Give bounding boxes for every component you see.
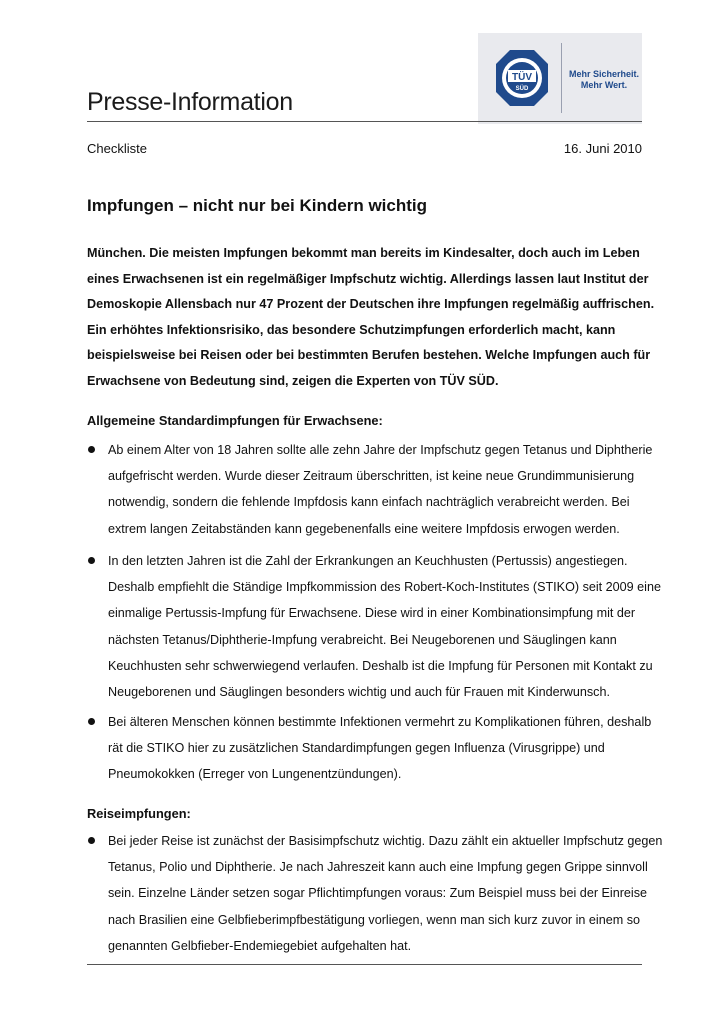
page-title: Presse-Information <box>87 88 293 116</box>
section-heading-standard: Allgemeine Standardimpfungen für Erwachsene: <box>87 413 383 428</box>
footer-divider <box>87 964 642 965</box>
emblem-top-text: TÜV <box>512 72 532 83</box>
section-heading-travel: Reiseimpfungen: <box>87 806 191 821</box>
tuev-sued-logo <box>478 33 642 124</box>
list-item-line: sein. Einzelne Länder setzen sogar Pflichtimpfungen voraus: Zum Beispiel muss bei der Einreise <box>108 886 648 901</box>
lead-line: München. Die meisten Impfungen bekommt man bereits im Kindesalter, doch auch im Leben <box>87 246 640 260</box>
lead-line: beispielsweise bei Reisen oder bei bestimmten Berufen bestehen. Welche Impfungen auch für <box>87 348 651 363</box>
list-item <box>87 437 653 542</box>
document-category: Checkliste <box>87 141 147 156</box>
lead-line: Demoskopie Allensbach nur 47 Prozent der Deutschen ihre Impfungen regelmäßig auffrischen. <box>87 297 655 312</box>
bullet-icon <box>88 718 95 725</box>
list-item-line: Pneumokokken (Erreger von Lungenentzündungen). <box>108 767 402 782</box>
list-item-line: Keuchhusten sehr schwerwiegend verlaufen. Deshalb ist die Impfung für Personen mit Kontakt zu <box>108 658 653 673</box>
bullet-icon <box>88 557 95 564</box>
list-item-line: In den letzten Jahren ist die Zahl der Erkrankungen an Keuchhusten (Pertussis) angestiegen. <box>108 554 628 568</box>
title-divider <box>87 121 642 122</box>
list-item-line: extrem langen Zeitabständen kann gegebenenfalls eine weitere Impfdosis erwogen werden. <box>108 521 620 536</box>
list-item-line: Bei jeder Reise ist zunächst der Basisimpfschutz wichtig. Dazu zählt ein aktueller Impfschutz gegen <box>108 834 663 848</box>
list-item-line: Neugeborenen und Säuglingen besonders wichtig und auch für Frauen mit Kinderwunsch. <box>108 685 610 700</box>
lead-line: eines Erwachsenen ist ein regelmäßiger Impfschutz wichtig. Allerdings lassen laut Institut der <box>87 271 649 286</box>
list-item-line: nächsten Tetanus/Diphtherie-Impfung verabreicht. Bei Neugeborenen und Säuglingen kann <box>108 632 617 647</box>
list-item-line: einmalige Pertussis-Impfung für Erwachsene. Diese wird in einer Kombinationsimpfung mit der <box>108 606 636 621</box>
list-item-line: Deshalb empfiehlt die Ständige Impfkommission des Robert-Koch-Institutes (STIKO) seit 2009 eine <box>108 580 661 595</box>
list-item <box>87 828 663 959</box>
slogan-line-1: Mehr Sicherheit. <box>568 69 640 79</box>
list-item-line: nach Brasilien eine Gelbfieberimpfbestätigung vorliegen, wenn man sich kurz zuvor in einem so <box>108 912 641 927</box>
tuev-emblem-icon <box>494 48 550 108</box>
lead-line: Erwachsene von Bedeutung sind, zeigen die Experten von TÜV SÜD. <box>87 373 499 388</box>
slogan-line-2: Mehr Wert. <box>580 80 628 90</box>
article-headline: Impfungen – nicht nur bei Kindern wichtig <box>87 196 427 215</box>
document-date: 16. Juni 2010 <box>563 141 642 156</box>
emblem-bottom-text: SÜD <box>515 86 529 92</box>
list-item-line: Tetanus, Polio und Diphtherie. Je nach Jahreszeit kann auch eine Impfung gegen Grippe sinnvoll <box>108 860 648 875</box>
list-item <box>87 548 661 705</box>
lead-paragraph <box>87 241 655 395</box>
logo-slogan <box>568 69 640 91</box>
list-item-line: genannten Gelbfieber-Endemiegebiet aufgehalten hat. <box>108 938 412 953</box>
logo-divider <box>561 43 562 113</box>
bullet-icon <box>88 446 95 453</box>
list-item-line: rät die STIKO hier zu zusätzlichen Standardimpfungen gegen Influenza (Virusgrippe) und <box>108 741 605 756</box>
list-item <box>87 709 652 788</box>
list-item-line: aufgefrischt werden. Wurde dieser Zeitraum überschritten, ist keine neue Grundimmunisierung <box>108 469 635 484</box>
list-item-line: notwendig, sondern die fehlende Impfdosis kann einfach nachträglich verabreicht werden. Bei <box>108 495 630 510</box>
list-item-line: Ab einem Alter von 18 Jahren sollte alle zehn Jahre der Impfschutz gegen Tetanus und Diphtherie <box>108 443 653 457</box>
list-item-line: Bei älteren Menschen können bestimmte Infektionen vermehrt zu Komplikationen führen, deshalb <box>108 715 652 729</box>
lead-line: Ein erhöhtes Infektionsrisiko, das besondere Schutzimpfungen erforderlich macht, kann <box>87 322 616 337</box>
bullet-icon <box>88 837 95 844</box>
